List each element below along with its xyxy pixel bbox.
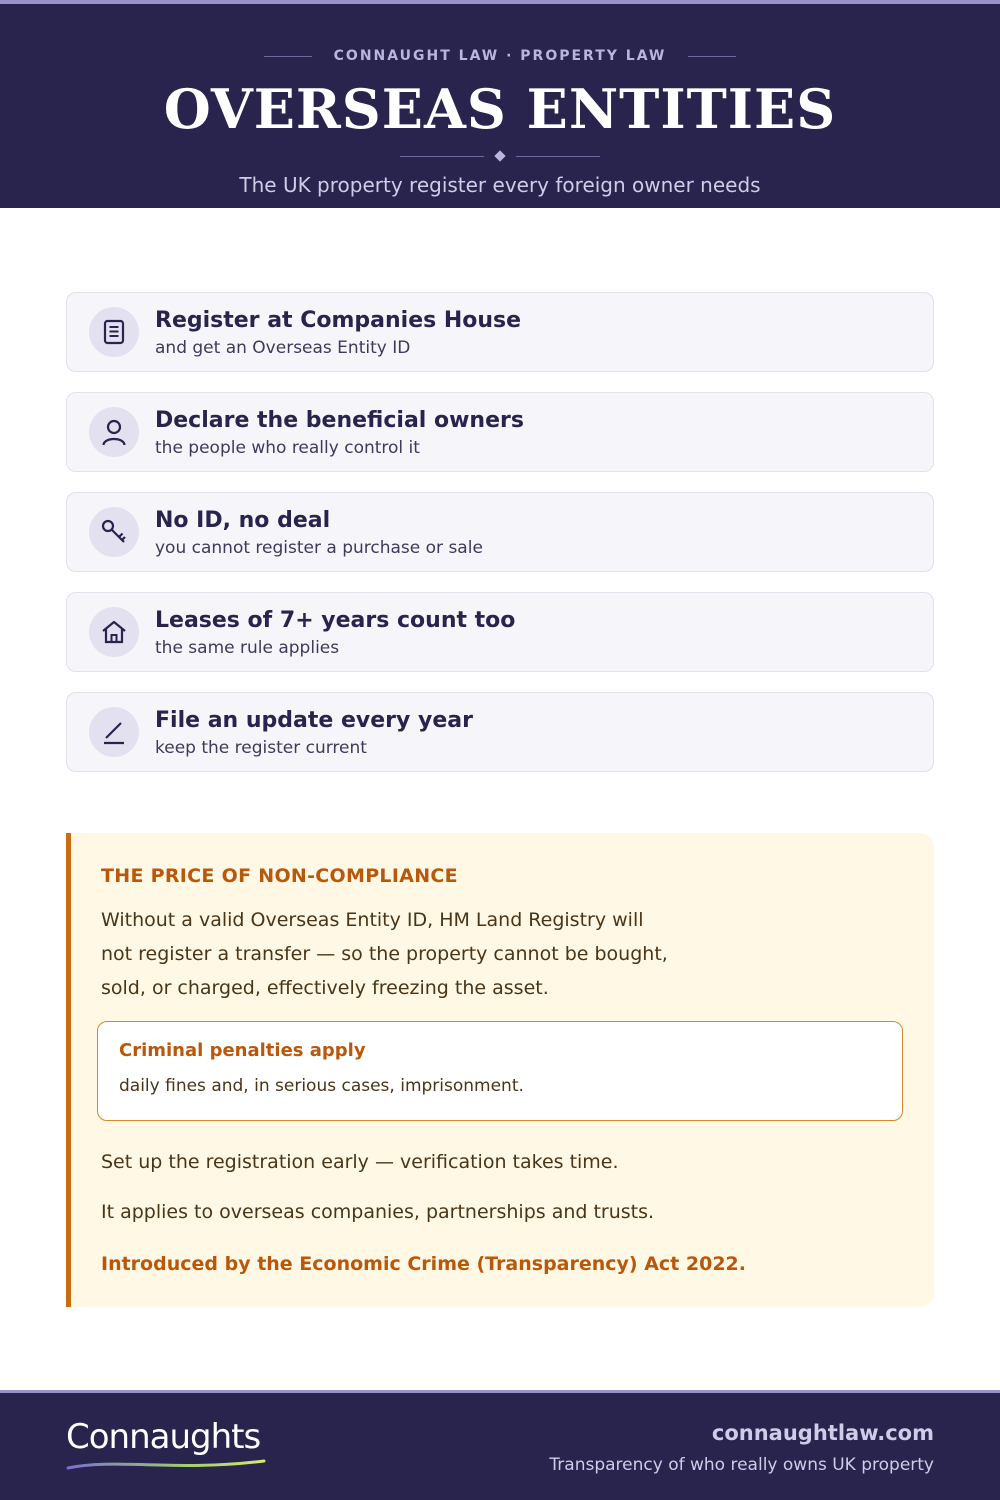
logo-swoosh-icon: [66, 1458, 266, 1472]
step-card-owners: [66, 392, 934, 472]
legislation-note: Introduced by the Economic Crime (Transparency) Act 2022.: [101, 1253, 746, 1275]
header-banner: [0, 0, 1000, 208]
logo: [66, 1417, 266, 1476]
step-card-no-id: [66, 492, 934, 572]
key-icon: [89, 507, 139, 557]
step-subtitle: keep the register current: [155, 738, 367, 758]
logo-text: Connaughts: [66, 1417, 261, 1457]
callout-body: daily fines and, in serious cases, imprisonment.: [119, 1076, 524, 1096]
footer-tagline: Transparency of who really owns UK property: [549, 1455, 934, 1475]
step-card-register: [66, 292, 934, 372]
ornament-line-left: [400, 156, 484, 157]
house-icon: [89, 607, 139, 657]
page-subtitle: The UK property register every foreign owner needs: [239, 173, 761, 197]
website-link[interactable]: connaughtlaw.com: [711, 1421, 934, 1445]
kicker-divider-right: [688, 56, 736, 57]
step-subtitle: the people who really control it: [155, 438, 420, 458]
title-ornament: [0, 152, 1000, 160]
step-card-leases: [66, 592, 934, 672]
penalties-callout: [97, 1021, 903, 1121]
step-title: File an update every year: [155, 708, 473, 733]
footer: [0, 1390, 1000, 1500]
warning-note-early: Set up the registration early — verification takes time.: [101, 1151, 619, 1173]
kicker-row: [0, 48, 1000, 64]
step-subtitle: and get an Overseas Entity ID: [155, 338, 411, 358]
warning-body: [101, 903, 701, 1005]
warning-heading: THE PRICE OF NON-COMPLIANCE: [101, 865, 458, 887]
step-title: Declare the beneficial owners: [155, 408, 524, 433]
step-card-update: [66, 692, 934, 772]
step-title: Leases of 7+ years count too: [155, 608, 516, 633]
callout-heading: Criminal penalties apply: [119, 1040, 366, 1061]
warning-body-line: not register a transfer — so the property cannot be bought,: [101, 943, 668, 965]
kicker-divider-left: [264, 56, 312, 57]
document-icon: [89, 307, 139, 357]
step-subtitle: the same rule applies: [155, 638, 340, 658]
non-compliance-panel: [66, 833, 934, 1307]
page-title: OVERSEAS ENTITIES: [163, 77, 837, 141]
warning-note-scope: It applies to overseas companies, partnerships and trusts.: [101, 1201, 655, 1223]
warning-body-line: Without a valid Overseas Entity ID, HM Land Registry will: [101, 909, 644, 931]
step-title: No ID, no deal: [155, 508, 331, 533]
step-subtitle: you cannot register a purchase or sale: [155, 538, 483, 558]
warning-body-line: sold, or charged, effectively freezing the asset.: [101, 977, 549, 999]
pen-icon: [89, 707, 139, 757]
kicker: CONNAUGHT LAW · PROPERTY LAW: [333, 48, 667, 64]
diamond-icon: [494, 150, 505, 161]
steps-list: [66, 292, 934, 792]
person-icon: [89, 407, 139, 457]
step-title: Register at Companies House: [155, 308, 522, 333]
ornament-line-right: [516, 156, 600, 157]
